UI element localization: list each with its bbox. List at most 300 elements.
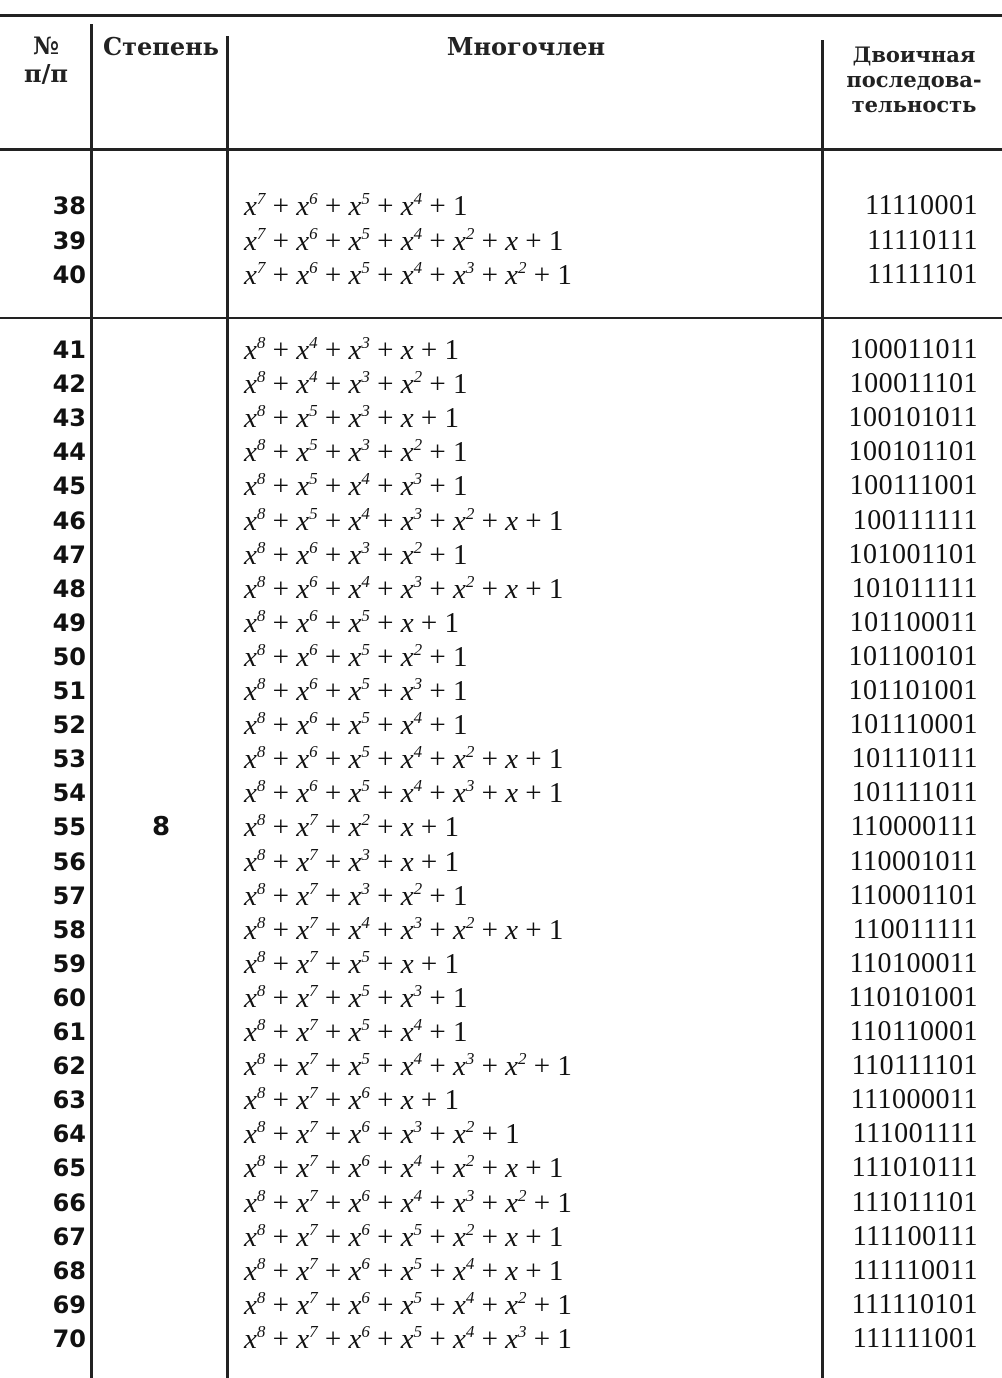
plus-sign: + bbox=[369, 1084, 401, 1117]
row-number: 68 bbox=[52, 1256, 86, 1285]
term-exponent: 5 bbox=[361, 189, 370, 208]
term-exponent: 6 bbox=[361, 1287, 370, 1307]
plus-sign: + bbox=[422, 879, 453, 912]
table-row bbox=[0, 1083, 1002, 1117]
polynomial-term: $x^7$ bbox=[296, 1321, 318, 1355]
plus-sign: + bbox=[369, 845, 401, 878]
term-exponent: 8 bbox=[256, 844, 266, 864]
polynomial-term: $x^6$ bbox=[348, 1253, 370, 1287]
polynomial-term: $x^2$ bbox=[452, 742, 475, 776]
term-exponent: 4 bbox=[309, 367, 318, 387]
polynomial-term: $x^6$ bbox=[348, 1185, 370, 1219]
plus-sign: + bbox=[265, 743, 297, 776]
polynomial-term: $x^3$ bbox=[400, 469, 423, 503]
term-exponent: 5 bbox=[309, 435, 318, 455]
polynomial bbox=[244, 674, 467, 708]
plus-sign: + bbox=[369, 1050, 401, 1083]
plus-sign: + bbox=[369, 675, 401, 707]
polynomial-term: $x^3$ bbox=[348, 401, 370, 435]
polynomial-term: 1 bbox=[452, 368, 468, 401]
polynomial bbox=[244, 879, 467, 913]
plus-sign: + bbox=[369, 640, 401, 673]
polynomial-term: $x^7$ bbox=[244, 189, 266, 222]
polynomial-term: $x^4$ bbox=[400, 1151, 423, 1185]
term-exponent: 2 bbox=[465, 1117, 475, 1137]
polynomial-term: $x^7$ bbox=[296, 1151, 318, 1185]
binary-sequence: 110011111 bbox=[852, 913, 978, 945]
plus-sign: + bbox=[474, 743, 506, 776]
polynomial-term: $x^8$ bbox=[244, 1287, 266, 1321]
plus-sign: + bbox=[317, 845, 349, 878]
polynomial-term: $x^6$ bbox=[296, 605, 318, 639]
plus-sign: + bbox=[413, 402, 445, 435]
plus-sign: + bbox=[265, 981, 297, 1014]
plus-sign: + bbox=[265, 947, 297, 980]
plus-sign: + bbox=[317, 640, 349, 673]
table-row bbox=[0, 1254, 1002, 1288]
binary-sequence: 110001011 bbox=[849, 845, 978, 877]
polynomial-term: $x^7$ bbox=[244, 223, 266, 257]
polynomial-term: 1 bbox=[548, 1152, 564, 1185]
polynomial-term: $x^5$ bbox=[400, 1219, 423, 1253]
binary-sequence: 100011011 bbox=[849, 334, 978, 365]
term-exponent: 6 bbox=[361, 1083, 370, 1103]
plus-sign: + bbox=[422, 1050, 453, 1083]
table-row bbox=[0, 333, 1002, 367]
plus-sign: + bbox=[422, 1220, 453, 1253]
polynomial-term: $x^7$ bbox=[296, 844, 318, 878]
polynomial-term: $x^4$ bbox=[400, 708, 423, 742]
polynomial-term: 1 bbox=[557, 259, 572, 291]
term-exponent: 8 bbox=[256, 776, 266, 796]
plus-sign: + bbox=[474, 224, 506, 257]
polynomial-term: $x^3$ bbox=[452, 1049, 475, 1083]
term-exponent: 5 bbox=[361, 708, 370, 728]
plus-sign: + bbox=[265, 1288, 297, 1321]
polynomial-term: $x^4$ bbox=[400, 776, 423, 810]
binary-sequence: 111011101 bbox=[851, 1186, 978, 1218]
polynomial-term: $x^6$ bbox=[348, 1287, 370, 1321]
polynomial-term: $x^6$ bbox=[296, 537, 318, 571]
table-top-rule bbox=[0, 14, 1002, 17]
plus-sign: + bbox=[518, 1220, 549, 1253]
polynomial-term: 1 bbox=[557, 1050, 572, 1083]
binary-sequence: 111111001 bbox=[852, 1322, 978, 1354]
term-exponent: 3 bbox=[413, 980, 423, 1000]
polynomial bbox=[244, 189, 467, 223]
polynomial-term: $x^3$ bbox=[348, 537, 370, 571]
table-row bbox=[0, 572, 1002, 606]
binary-sequence: 11111101 bbox=[867, 259, 978, 290]
polynomial-term: $x^4$ bbox=[348, 912, 370, 946]
row-number: 46 bbox=[52, 506, 86, 535]
term-exponent: 4 bbox=[413, 223, 423, 243]
polynomial-term: $x^6$ bbox=[348, 1117, 370, 1151]
plus-sign: + bbox=[474, 1254, 506, 1287]
plus-sign: + bbox=[265, 1152, 297, 1185]
term-exponent: 8 bbox=[256, 674, 266, 693]
binary-sequence: 111000011 bbox=[850, 1084, 978, 1116]
polynomial-term: $x^2$ bbox=[505, 1287, 527, 1321]
term-exponent: 5 bbox=[361, 742, 370, 762]
plus-sign: + bbox=[369, 777, 401, 810]
polynomial-term: $x^6$ bbox=[296, 223, 318, 257]
polynomial-term: $x^4$ bbox=[400, 1015, 423, 1048]
polynomial-term: $x^6$ bbox=[296, 742, 318, 776]
plus-sign: + bbox=[526, 1186, 558, 1219]
plus-sign: + bbox=[422, 1322, 453, 1355]
polynomial-term: $x^5$ bbox=[296, 435, 318, 469]
term-exponent: 4 bbox=[413, 742, 423, 762]
polynomial-term: $x^2$ bbox=[505, 1049, 527, 1083]
row-number: 62 bbox=[52, 1052, 86, 1081]
polynomial-term: $x^8$ bbox=[244, 1049, 266, 1083]
plus-sign: + bbox=[474, 1288, 506, 1321]
term-exponent: 5 bbox=[361, 605, 370, 625]
row-number: 63 bbox=[52, 1086, 86, 1115]
term-exponent: 6 bbox=[361, 1253, 370, 1273]
term-exponent: 6 bbox=[309, 674, 318, 693]
plus-sign: + bbox=[317, 1152, 349, 1185]
polynomial-term: $x^5$ bbox=[400, 1321, 423, 1355]
polynomial-term: $x^5$ bbox=[348, 776, 370, 810]
table-row bbox=[0, 504, 1002, 538]
term-exponent: 2 bbox=[413, 639, 423, 659]
table-row bbox=[0, 879, 1002, 913]
term-exponent: 8 bbox=[256, 1049, 266, 1069]
polynomial-term: $x^7$ bbox=[296, 1083, 318, 1117]
polynomial-term: x bbox=[505, 1220, 519, 1253]
term-exponent: 7 bbox=[309, 810, 318, 830]
term-exponent: 7 bbox=[309, 844, 318, 864]
table-row bbox=[0, 913, 1002, 947]
term-exponent: 3 bbox=[465, 776, 475, 796]
term-exponent: 7 bbox=[309, 912, 318, 932]
term-exponent: 2 bbox=[465, 503, 475, 523]
plus-sign: + bbox=[317, 470, 349, 503]
polynomial-term: $x^8$ bbox=[244, 674, 266, 707]
polynomial-term: x bbox=[400, 845, 414, 878]
polynomial-term: $x^2$ bbox=[452, 1219, 475, 1253]
polynomial bbox=[244, 947, 459, 981]
plus-sign: + bbox=[317, 606, 349, 639]
plus-sign: + bbox=[369, 538, 401, 571]
term-exponent: 7 bbox=[309, 1185, 318, 1205]
term-exponent: 3 bbox=[413, 503, 423, 523]
polynomial-term: $x^6$ bbox=[348, 1321, 370, 1355]
term-exponent: 8 bbox=[256, 1185, 266, 1205]
term-exponent: 7 bbox=[309, 1015, 318, 1034]
polynomial bbox=[244, 1322, 572, 1356]
polynomial-term: $x^6$ bbox=[348, 1219, 370, 1253]
polynomial-term: $x^8$ bbox=[244, 503, 266, 537]
plus-sign: + bbox=[413, 606, 445, 639]
binary-sequence: 111001111 bbox=[852, 1118, 978, 1150]
plus-sign: + bbox=[422, 777, 453, 810]
table-row bbox=[0, 1015, 1002, 1049]
plus-sign: + bbox=[317, 368, 349, 401]
plus-sign: + bbox=[317, 402, 349, 435]
plus-sign: + bbox=[369, 402, 401, 435]
polynomial bbox=[244, 606, 459, 640]
row-number: 56 bbox=[52, 847, 86, 876]
term-exponent: 6 bbox=[309, 189, 318, 208]
term-exponent: 7 bbox=[309, 1219, 318, 1239]
term-exponent: 8 bbox=[256, 537, 266, 557]
polynomial-term: 1 bbox=[548, 777, 564, 810]
plus-sign: + bbox=[518, 1254, 549, 1287]
polynomial bbox=[244, 1288, 572, 1322]
binary-sequence: 110101001 bbox=[848, 981, 978, 1013]
plus-sign: + bbox=[369, 1220, 401, 1253]
term-exponent: 8 bbox=[256, 980, 266, 1000]
plus-sign: + bbox=[317, 334, 349, 366]
table-row bbox=[0, 640, 1002, 674]
plus-sign: + bbox=[317, 1084, 349, 1117]
polynomial-term: $x^3$ bbox=[400, 912, 423, 946]
polynomial-term: $x^3$ bbox=[400, 571, 423, 605]
plus-sign: + bbox=[369, 470, 401, 503]
plus-sign: + bbox=[474, 1050, 506, 1083]
polynomial-term: $x^6$ bbox=[348, 1151, 370, 1185]
polynomial-term: 1 bbox=[548, 1254, 564, 1287]
polynomial-term: $x^2$ bbox=[400, 367, 423, 401]
polynomial-term: $x^8$ bbox=[244, 1185, 266, 1219]
plus-sign: + bbox=[265, 1220, 297, 1253]
polynomial-term: 1 bbox=[444, 402, 459, 435]
plus-sign: + bbox=[518, 913, 549, 946]
plus-sign: + bbox=[369, 913, 401, 946]
polynomial-term: $x^5$ bbox=[348, 258, 370, 291]
term-exponent: 7 bbox=[309, 946, 318, 966]
polynomial-term: x bbox=[400, 334, 414, 366]
row-number: 44 bbox=[52, 438, 86, 467]
term-exponent: 4 bbox=[309, 333, 318, 352]
plus-sign: + bbox=[265, 811, 297, 844]
plus-sign: + bbox=[265, 224, 297, 257]
polynomial-term: $x^5$ bbox=[348, 223, 370, 257]
term-exponent: 4 bbox=[413, 1151, 423, 1171]
plus-sign: + bbox=[422, 743, 453, 776]
header-number bbox=[0, 32, 92, 88]
row-number: 52 bbox=[52, 711, 86, 740]
term-exponent: 7 bbox=[309, 1321, 318, 1341]
plus-sign: + bbox=[422, 470, 453, 503]
term-exponent: 8 bbox=[256, 1219, 266, 1239]
plus-sign: + bbox=[317, 913, 349, 946]
term-exponent: 2 bbox=[518, 1185, 527, 1205]
polynomial-term: $x^8$ bbox=[244, 333, 266, 366]
term-exponent: 7 bbox=[256, 189, 266, 208]
term-exponent: 8 bbox=[256, 503, 266, 523]
term-exponent: 4 bbox=[361, 571, 370, 591]
term-exponent: 5 bbox=[361, 980, 370, 1000]
plus-sign: + bbox=[422, 368, 453, 401]
plus-sign: + bbox=[422, 504, 453, 537]
term-exponent: 8 bbox=[256, 435, 266, 455]
table-row bbox=[0, 1117, 1002, 1151]
plus-sign: + bbox=[422, 1288, 453, 1321]
polynomial-term: $x^7$ bbox=[296, 980, 318, 1014]
polynomial-term: $x^2$ bbox=[400, 878, 423, 912]
polynomial-term: $x^7$ bbox=[244, 258, 266, 291]
polynomial-term: $x^8$ bbox=[244, 878, 266, 912]
term-exponent: 6 bbox=[309, 708, 318, 728]
term-exponent: 3 bbox=[361, 878, 370, 898]
polynomial-term: $x^7$ bbox=[296, 1219, 318, 1253]
plus-sign: + bbox=[369, 1118, 401, 1151]
polynomial-term: 1 bbox=[548, 504, 564, 537]
polynomial-term: $x^2$ bbox=[452, 1117, 475, 1151]
polynomial-term: $x^4$ bbox=[348, 469, 370, 503]
term-exponent: 2 bbox=[465, 223, 475, 243]
polynomial-term: $x^4$ bbox=[400, 223, 423, 257]
polynomial bbox=[244, 981, 467, 1015]
polynomial-term: 1 bbox=[452, 436, 468, 469]
plus-sign: + bbox=[474, 1186, 506, 1219]
term-exponent: 2 bbox=[465, 571, 475, 591]
plus-sign: + bbox=[369, 1186, 401, 1219]
polynomial-term: $x^8$ bbox=[244, 912, 266, 946]
plus-sign: + bbox=[265, 879, 297, 912]
polynomial-term: $x^8$ bbox=[244, 1219, 266, 1253]
binary-sequence: 101110111 bbox=[851, 743, 978, 775]
plus-sign: + bbox=[317, 436, 349, 469]
polynomial-term: 1 bbox=[557, 1288, 572, 1321]
plus-sign: + bbox=[474, 504, 506, 537]
plus-sign: + bbox=[474, 1118, 506, 1151]
plus-sign: + bbox=[265, 1016, 297, 1048]
term-exponent: 3 bbox=[413, 571, 423, 591]
plus-sign: + bbox=[422, 1186, 453, 1219]
polynomial-term: 1 bbox=[452, 879, 468, 912]
term-exponent: 5 bbox=[413, 1287, 423, 1307]
plus-sign: + bbox=[265, 259, 297, 291]
plus-sign: + bbox=[369, 947, 401, 980]
row-number: 50 bbox=[52, 642, 86, 671]
polynomial-term: $x^3$ bbox=[452, 258, 475, 291]
row-number: 67 bbox=[52, 1222, 86, 1251]
term-exponent: 6 bbox=[309, 776, 318, 796]
polynomial-term: $x^5$ bbox=[348, 1015, 370, 1048]
term-exponent: 5 bbox=[361, 1049, 370, 1069]
polynomial-term: x bbox=[505, 1254, 519, 1287]
plus-sign: + bbox=[474, 1152, 506, 1185]
plus-sign: + bbox=[422, 913, 453, 946]
table-row bbox=[0, 742, 1002, 776]
plus-sign: + bbox=[317, 777, 349, 810]
polynomial-term: $x^8$ bbox=[244, 946, 266, 980]
polynomial-term: 1 bbox=[548, 1220, 564, 1253]
polynomial-term: $x^4$ bbox=[400, 258, 423, 291]
term-exponent: 4 bbox=[361, 503, 370, 523]
plus-sign: + bbox=[422, 436, 453, 469]
plus-sign: + bbox=[265, 845, 297, 878]
polynomial-term: $x^3$ bbox=[505, 1321, 527, 1355]
polynomial bbox=[244, 776, 563, 810]
polynomial-term: $x^8$ bbox=[244, 1117, 266, 1151]
term-exponent: 7 bbox=[309, 1253, 318, 1273]
polynomial-term: $x^3$ bbox=[452, 776, 475, 810]
polynomial-term: $x^4$ bbox=[400, 189, 423, 222]
polynomial-term: $x^3$ bbox=[400, 1117, 423, 1151]
plus-sign: + bbox=[518, 572, 549, 605]
binary-sequence: 110111101 bbox=[851, 1050, 978, 1082]
plus-sign: + bbox=[265, 1084, 297, 1117]
term-exponent: 8 bbox=[256, 1015, 266, 1034]
polynomial-term: 1 bbox=[444, 947, 459, 980]
plus-sign: + bbox=[265, 402, 297, 435]
plus-sign: + bbox=[474, 1322, 506, 1355]
plus-sign: + bbox=[422, 1118, 453, 1151]
plus-sign: + bbox=[317, 675, 349, 707]
polynomial-term: $x^5$ bbox=[348, 605, 370, 639]
row-number: 43 bbox=[52, 404, 86, 433]
term-exponent: 4 bbox=[413, 258, 423, 277]
term-exponent: 8 bbox=[256, 1321, 266, 1341]
plus-sign: + bbox=[369, 1322, 401, 1355]
plus-sign: + bbox=[422, 640, 453, 673]
plus-sign: + bbox=[422, 224, 453, 257]
polynomial-term: $x^3$ bbox=[348, 333, 370, 366]
plus-sign: + bbox=[317, 1220, 349, 1253]
polynomial-term: $x^7$ bbox=[296, 912, 318, 946]
term-exponent: 2 bbox=[465, 1151, 475, 1171]
binary-sequence: 111110011 bbox=[852, 1254, 978, 1286]
polynomial-term: 1 bbox=[444, 811, 459, 844]
polynomial-term: $x^5$ bbox=[400, 1253, 423, 1287]
term-exponent: 5 bbox=[361, 1015, 370, 1034]
term-exponent: 5 bbox=[309, 503, 318, 523]
term-exponent: 2 bbox=[465, 742, 475, 762]
polynomial-term: $x^5$ bbox=[348, 980, 370, 1014]
plus-sign: + bbox=[265, 1322, 297, 1355]
polynomial-term: $x^2$ bbox=[452, 503, 475, 537]
table-row bbox=[0, 1288, 1002, 1322]
polynomial bbox=[244, 1186, 572, 1220]
row-number: 58 bbox=[52, 915, 86, 944]
plus-sign: + bbox=[317, 879, 349, 912]
plus-sign: + bbox=[518, 224, 549, 257]
polynomial-term: x bbox=[400, 402, 414, 435]
polynomial-term: x bbox=[505, 572, 519, 605]
polynomial-term: $x^6$ bbox=[296, 189, 318, 222]
term-exponent: 5 bbox=[309, 401, 318, 421]
term-exponent: 6 bbox=[361, 1219, 370, 1239]
table-row bbox=[0, 1220, 1002, 1254]
plus-sign: + bbox=[422, 709, 453, 742]
row-number: 57 bbox=[52, 881, 86, 910]
term-exponent: 4 bbox=[413, 708, 423, 728]
polynomial-term: x bbox=[505, 913, 519, 946]
polynomial-term: $x^7$ bbox=[296, 878, 318, 912]
polynomial-term: $x^6$ bbox=[348, 1083, 370, 1117]
polynomial-term: $x^6$ bbox=[296, 258, 318, 291]
polynomial-term: $x^3$ bbox=[400, 674, 423, 707]
plus-sign: + bbox=[265, 913, 297, 946]
term-exponent: 8 bbox=[256, 1253, 266, 1273]
plus-sign: + bbox=[317, 1050, 349, 1083]
polynomial-term: 1 bbox=[452, 709, 468, 742]
row-number: 70 bbox=[52, 1324, 86, 1353]
term-exponent: 7 bbox=[309, 1083, 318, 1103]
binary-sequence: 100111111 bbox=[852, 504, 978, 536]
plus-sign: + bbox=[265, 1254, 297, 1287]
term-exponent: 2 bbox=[361, 810, 370, 830]
plus-sign: + bbox=[265, 675, 297, 707]
polynomial-term: $x^7$ bbox=[296, 810, 318, 844]
plus-sign: + bbox=[265, 1186, 297, 1219]
